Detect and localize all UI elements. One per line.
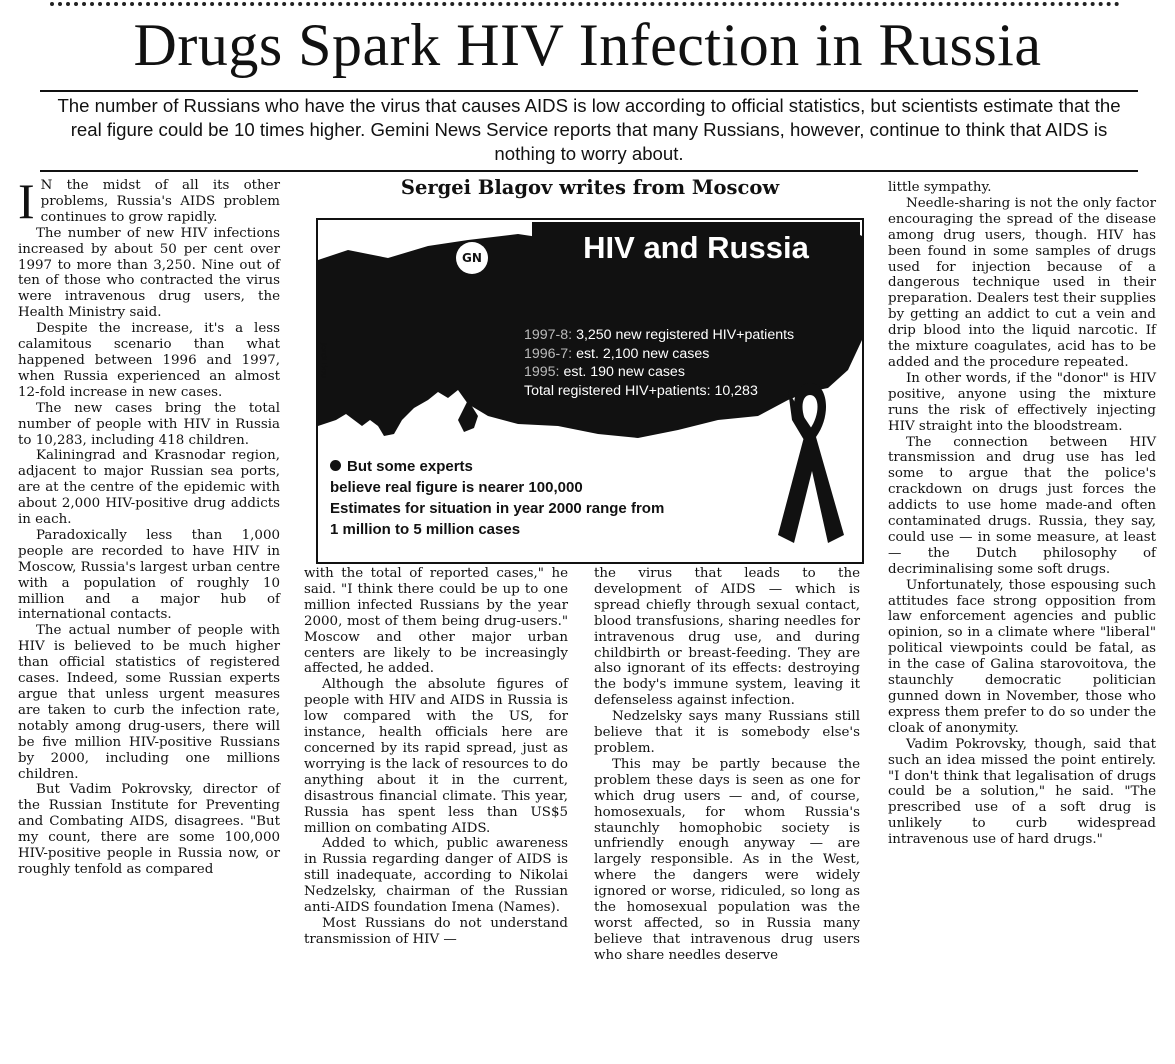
col2-para-3: Added to which, public awareness in Russia regarding danger of AIDS is still inadequate, according to Nikolai Nedzelsky, chairman of the Russian anti-AIDS foundation Imena (Names). [304, 836, 568, 916]
hiv-graphic [316, 218, 864, 564]
experts-note: But some experts believe real figure is nearer 100,000 Estimates for situation in year 2000 range from 1 million to 5 million cases [330, 458, 665, 538]
col3-para-2: Nedzelsky says many Russians still believe that it is somebody else's problem. [594, 709, 860, 756]
deck: The number of Russians who have the virus that causes AIDS is low according to official statistics, but scientists estimate that the real figure could be 10 times higher. Gemini News Service reports that many Russians, however, continue to think that AIDS is nothing to worry about. [57, 95, 1121, 164]
col2-para-4: Most Russians do not understand transmission of HIV — [304, 915, 568, 947]
graphic-credit: Jordi Bou [319, 342, 329, 379]
stat-line: Total registered HIV+patients: 10,283 [524, 382, 758, 399]
col4-para-1: little sympathy. [888, 180, 992, 195]
drop-cap: I [18, 173, 35, 229]
graphic-stats [524, 326, 794, 400]
col2-para-1: with the total of reported cases," he said. "I think there could be up to one million infected Russians by the year 2000, most of them being drug-users." Moscow and other major urban centers are likely to be increasingly affected, he added. [304, 566, 568, 677]
stat-line: 1995: est. 190 new cases [524, 364, 685, 381]
rule-top [40, 90, 1138, 92]
col4-para-2: Needle-sharing is not the only factor encouraging the spread of the disease among drug users, though. HIV has been found in some samples of drugs used for injection because of a dangerous technique used in their preparation. Dealers test their supplies by getting an addict to cut a vein and drip blood into the liquid narcotic. If the mixture coagulates, acid has to be added and the procedure repeated. [888, 195, 1156, 370]
column-4 [888, 180, 1156, 848]
column-1 [18, 173, 281, 878]
bullet-icon [330, 460, 341, 471]
col1-para-5: Kaliningrad and Krasnodar region, adjacent to major Russian sea ports, are at the centre of the epidemic with about 2,000 HIV-positive drug addicts in each. [18, 448, 280, 528]
col4-para-3: In other words, if the "donor" is HIV positive, anyone using the mixture runs the risk of effectively injecting HIV straight into the bloodstream. [888, 370, 1156, 434]
col3-para-1: the virus that leads to the development of AIDS — which is spread chiefly through sexual contact, blood transfusions, sharing needles for intravenous drug use, and during childbirth or breast-feeding. They are also ignorant of its effects: destroying the body's immune system, leaving it defenseless against infection. [594, 566, 860, 709]
aids-ribbon-icon [770, 375, 850, 555]
col1-para-1: I N the midst of all its other problems, Russia's AIDS problem continues to grow rapidly. [18, 173, 280, 229]
col1-para-4: The new cases bring the total number of people with HIV in Russia to 10,283, including 418 children. [18, 400, 280, 448]
column-3 [594, 566, 860, 964]
rule-bottom [40, 170, 1138, 172]
graphic-title: HIV and Russia [532, 222, 860, 274]
headline: Drugs Spark HIV Infection in Russia [133, 12, 1042, 78]
col4-para-6: Vadim Pokrovsky, though, said that such an idea missed the point entirely. "I don't think that legalisation of drugs could be a solution," he said. "The prescribed use of a soft drug is unlikely to curb widespread intravenous use of hard drugs." [888, 736, 1156, 848]
col1-para-2: The number of new HIV infections increased by about 50 per cent over 1997 to more than 3,250. Nine out of ten of those who contracted the virus were intravenous drug users, the Health Ministry said. [18, 225, 280, 321]
col1-para-3: Despite the increase, it's a less calamitous scenario than what happened between 1996 and 1997, when Russia experienced an almost 12-fold increase in new cases. [18, 321, 280, 400]
column-2 [304, 566, 568, 948]
col1-para-7: The actual number of people with HIV is believed to be much higher than official statistics of registered cases. Indeed, some Russian experts argue that unless urgent measures are taken to curb the infection rate, notably among drug-users, there will be five million HIV-positive Russians by 2000, including one millions children. [18, 623, 280, 782]
col1-para-8: But Vadim Pokrovsky, director of the Russian Institute for Preventing and Combating AIDS, disagrees. "But my count, there are some 100,000 HIV-positive people in Russia now, or roughly tenfold as compared [18, 782, 280, 877]
gemini-logo-icon: GN [456, 242, 488, 274]
byline: Sergei Blagov writes from Moscow [400, 176, 780, 199]
col3-para-3: This may be partly because the problem these days is seen as one for which drug users — and, of course, homosexuals, for whom Russia's staunchly homophobic society is unfriendly enough anyway — are largely responsible. As in the West, where the dangers were widely ignored or worse, ridiculed, so long as the homosexual population was the worst affected, so in Russia many believe that intravenous drug users who share needles deserve [594, 756, 860, 963]
col4-para-4: The connection between HIV transmission and drug use has led some to argue that the police's crackdown on drugs just forces the addicts to use home made-and often contaminated drugs. Russia, they say, could use — in some measure, at least — the Dutch philosophy of decriminalising some soft drugs. [888, 434, 1156, 577]
stat-line: 1996-7: est. 2,100 new cases [524, 345, 710, 362]
col1-para-6: Paradoxically less than 1,000 people are recorded to have HIV in Moscow, Russia's largest urban centre with a population of roughly 10 million and a major hub of international contacts. [18, 527, 281, 623]
stat-line: 1997-8: 3,250 new registered HIV+patients [524, 327, 795, 343]
col4-para-5: Unfortunately, those espousing such attitudes face strong opposition from law enforcement agencies and public opinion, so in a climate where "liberal" political viewpoints could be fatal, as in the case of Galina starovoitova, the staunchly democratic politician gunned down in November, those who express them prefer to do so under the cloak of anonymity. [888, 577, 1156, 736]
col2-para-2: Although the absolute figures of people with HIV and AIDS in Russia is low compared with the US, for instance, health officials here are concerned by its rapid spread, just as worrying is the lack of resources to do anything about it in the current, disastrous financial climate. This year, Russia has spent less than US$5 million on combating AIDS. [304, 677, 568, 836]
